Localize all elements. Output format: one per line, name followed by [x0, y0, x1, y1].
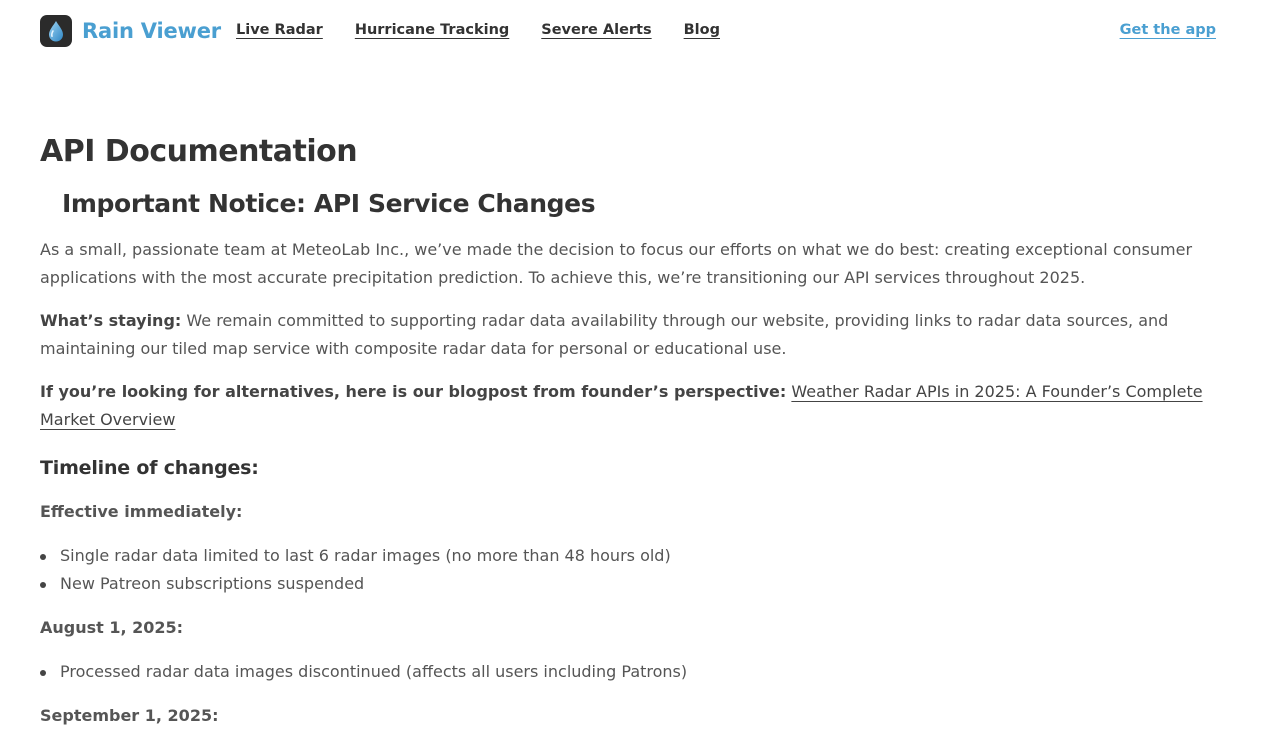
timeline-heading: Effective immediately: [40, 502, 243, 521]
timeline-heading: August 1, 2025: [40, 618, 184, 637]
main-nav [236, 22, 752, 38]
alternatives-paragraph [40, 378, 1250, 434]
nav-hurricane-tracking[interactable]: Hurricane Tracking [354, 22, 510, 38]
staying-paragraph [40, 307, 1250, 363]
list-item: Single radar data limited to last 6 radar images (no more than 48 hours old) [60, 542, 1250, 570]
notice-title: Important Notice: API Service Changes [62, 189, 596, 218]
page-title: API Documentation [40, 134, 358, 169]
timeline-list [40, 658, 1250, 686]
alternatives-label: If you’re looking for alternatives, here is our blogpost from founder’s perspective: [40, 382, 787, 401]
logo-link[interactable] [40, 15, 221, 47]
site-header [0, 0, 1280, 64]
staying-text: We remain committed to supporting radar data availability through our website, providing links to radar data sources, and maintaining our tiled map service with composite radar data for personal or educational use. [40, 311, 1169, 358]
intro-paragraph: As a small, passionate team at MeteoLab Inc., we’ve made the decision to focus our efforts on what we do best: creating exceptional consumer applications with the most accurate precipitation prediction. To achieve this, we’re transitioning our API services throughout 2025. [40, 240, 1193, 287]
nav-live-radar[interactable]: Live Radar [236, 22, 323, 38]
list-item: New Patreon subscriptions suspended [60, 570, 1250, 598]
nav-blog[interactable]: Blog [683, 22, 720, 38]
raindrop-icon [40, 15, 72, 47]
get-app-link[interactable]: Get the app [1119, 22, 1216, 38]
staying-label: What’s staying: [40, 311, 182, 330]
alternatives-blog-link[interactable]: Weather Radar APIs in 2025: A Founder’s Complete Market Overview [40, 382, 1203, 429]
list-item: Processed radar data images discontinued (affects all users including Patrons) [60, 658, 1250, 686]
timeline-heading: September 1, 2025: [40, 706, 219, 725]
logo-text: Rain Viewer [82, 19, 221, 43]
timeline-title: Timeline of changes: [40, 457, 259, 479]
main-content [40, 132, 1250, 730]
timeline-list [40, 542, 1250, 598]
nav-severe-alerts[interactable]: Severe Alerts [541, 22, 652, 38]
